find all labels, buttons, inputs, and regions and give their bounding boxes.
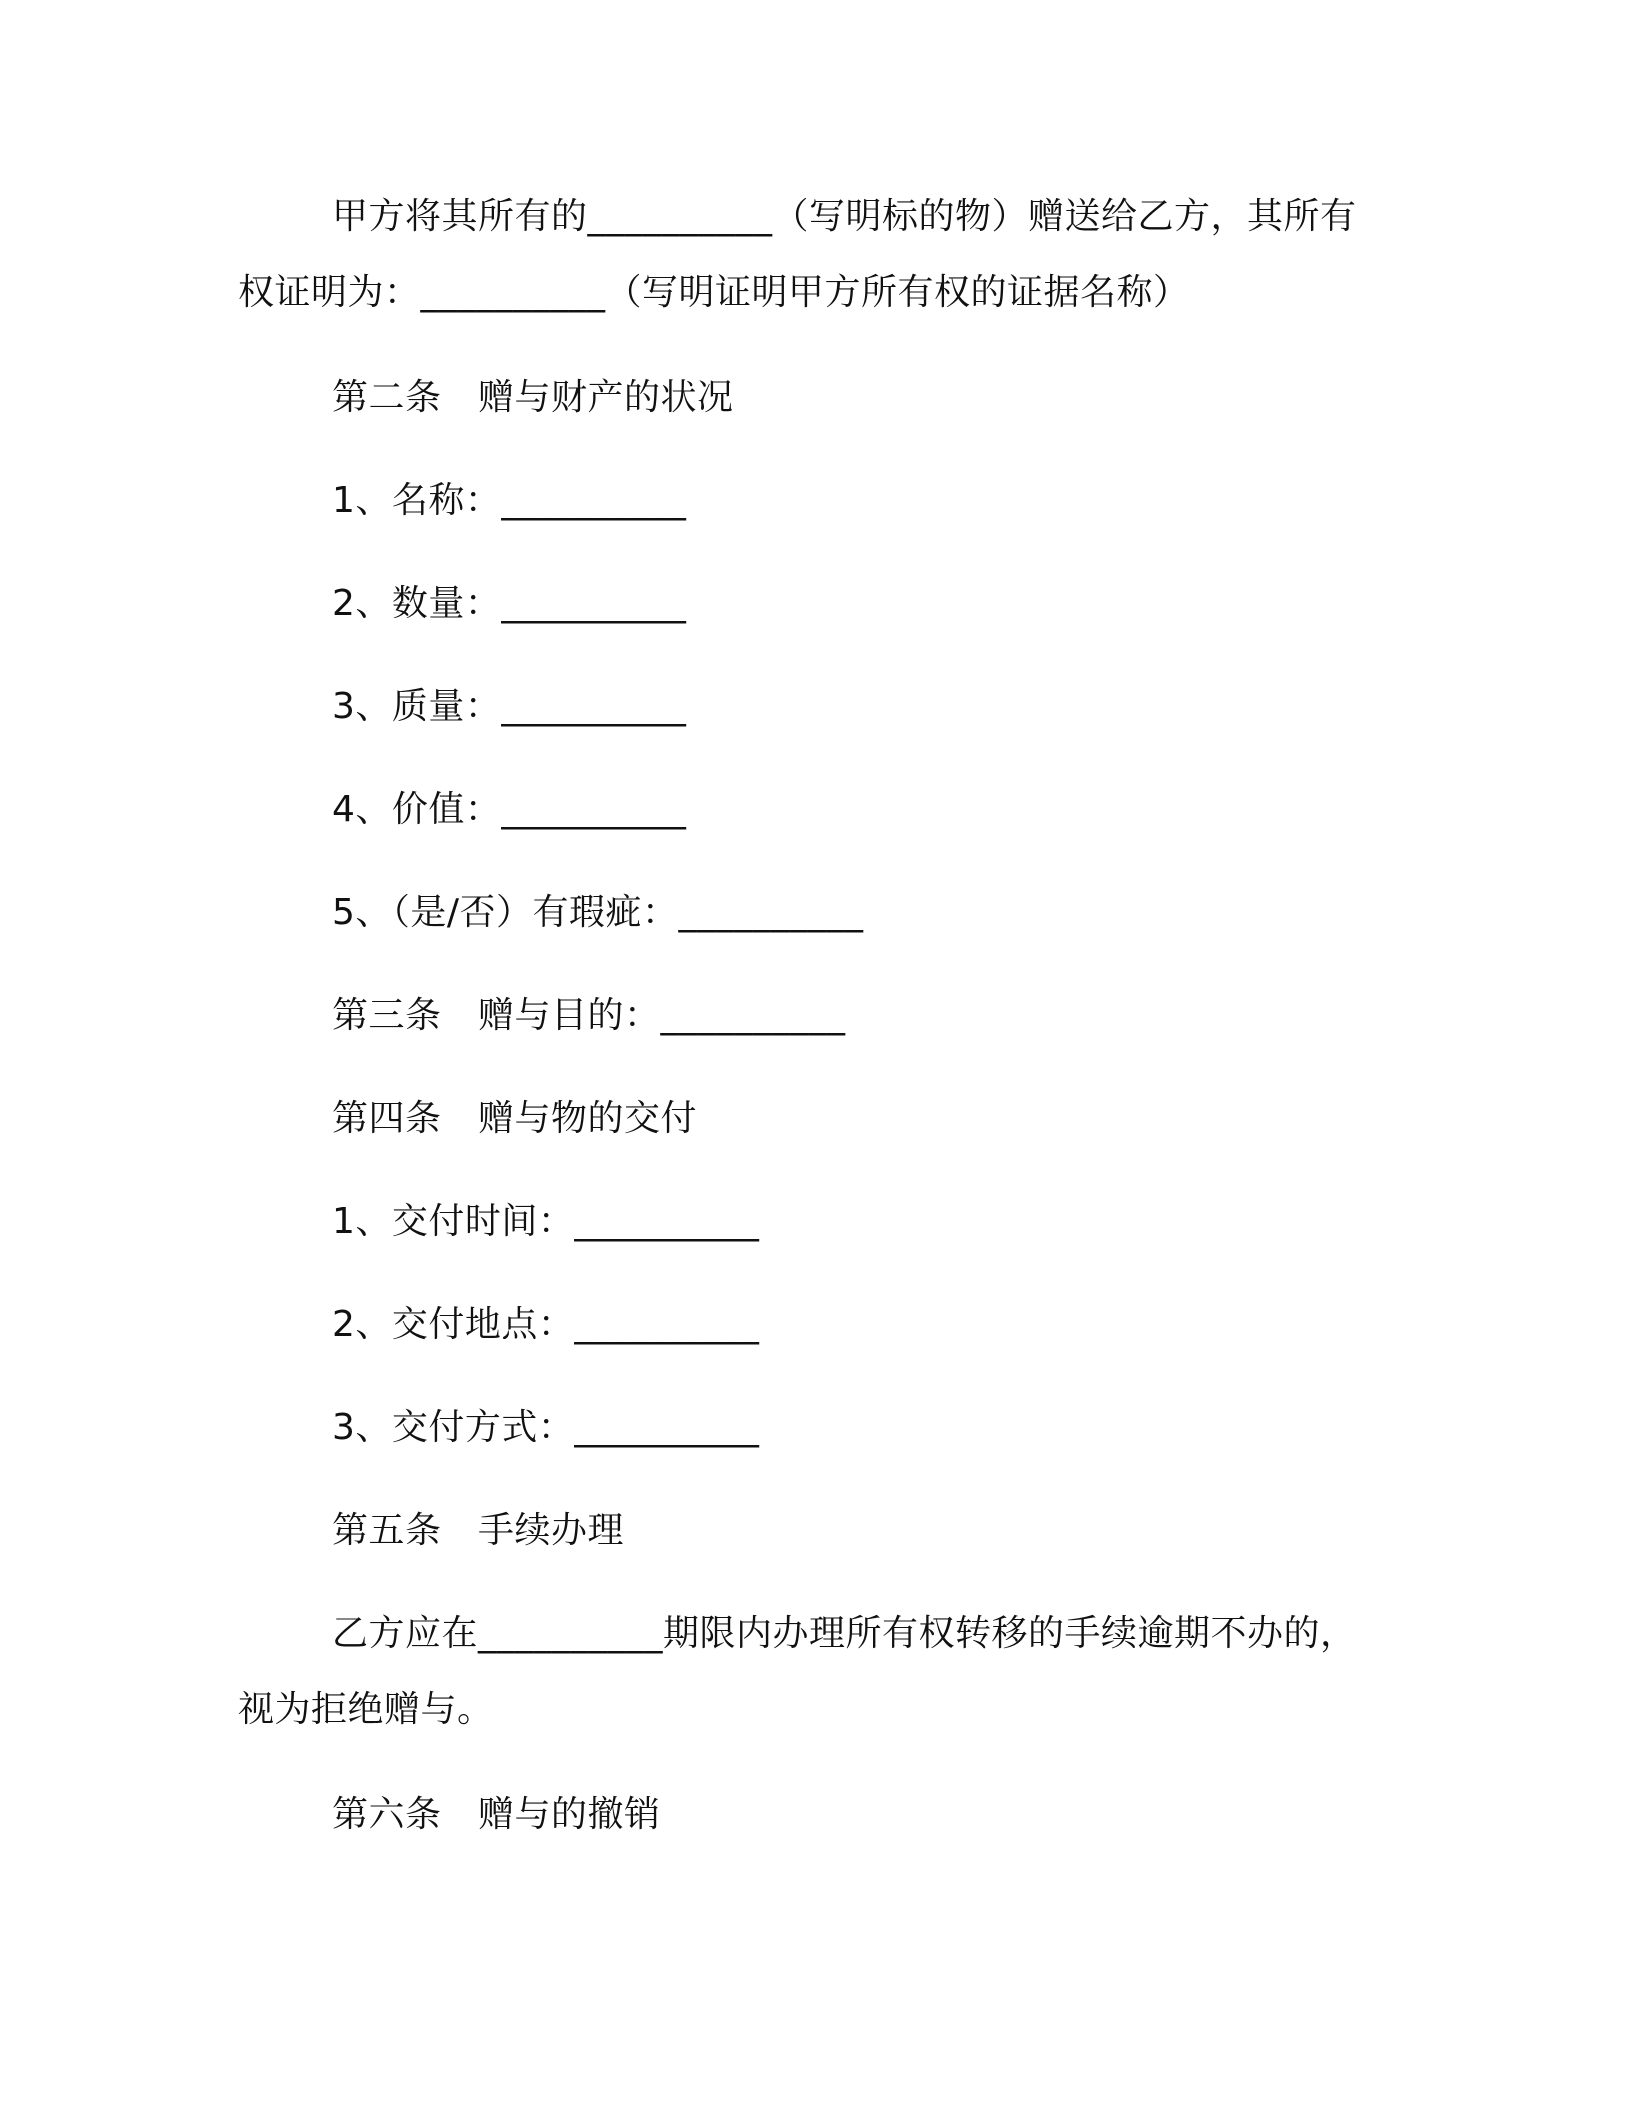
delivery-method: 3、交付方式：__________ [332, 1407, 760, 1448]
article-5-heading: 第五条 手续办理 [332, 1510, 625, 1551]
item-quantity: 2、数量：__________ [332, 583, 687, 624]
paragraph-gift-object: 甲方将其所有的__________（写明标的物）赠送给乙方，其所有 [332, 196, 1357, 237]
article-6-heading: 第六条 赠与的撤销 [332, 1794, 661, 1835]
article-2-heading: 第二条 赠与财产的状况 [332, 377, 734, 418]
delivery-time: 1、交付时间：__________ [332, 1201, 760, 1242]
article-3-heading: 第三条 赠与目的：__________ [332, 995, 846, 1036]
delivery-place: 2、交付地点：__________ [332, 1304, 760, 1345]
item-defect: 5、（是/否）有瑕疵：__________ [332, 892, 864, 933]
paragraph-procedure-cont: 视为拒绝赠与。 [238, 1689, 494, 1730]
article-4-heading: 第四条 赠与物的交付 [332, 1098, 698, 1139]
item-name: 1、名称：__________ [332, 480, 687, 521]
item-quality: 3、质量：__________ [332, 686, 687, 727]
paragraph-procedure: 乙方应在__________期限内办理所有权转移的手续逾期不办的， [332, 1613, 1357, 1654]
item-value: 4、价值：__________ [332, 789, 687, 830]
paragraph-gift-object-cont: 权证明为：__________（写明证明甲方所有权的证据名称） [238, 272, 1190, 313]
